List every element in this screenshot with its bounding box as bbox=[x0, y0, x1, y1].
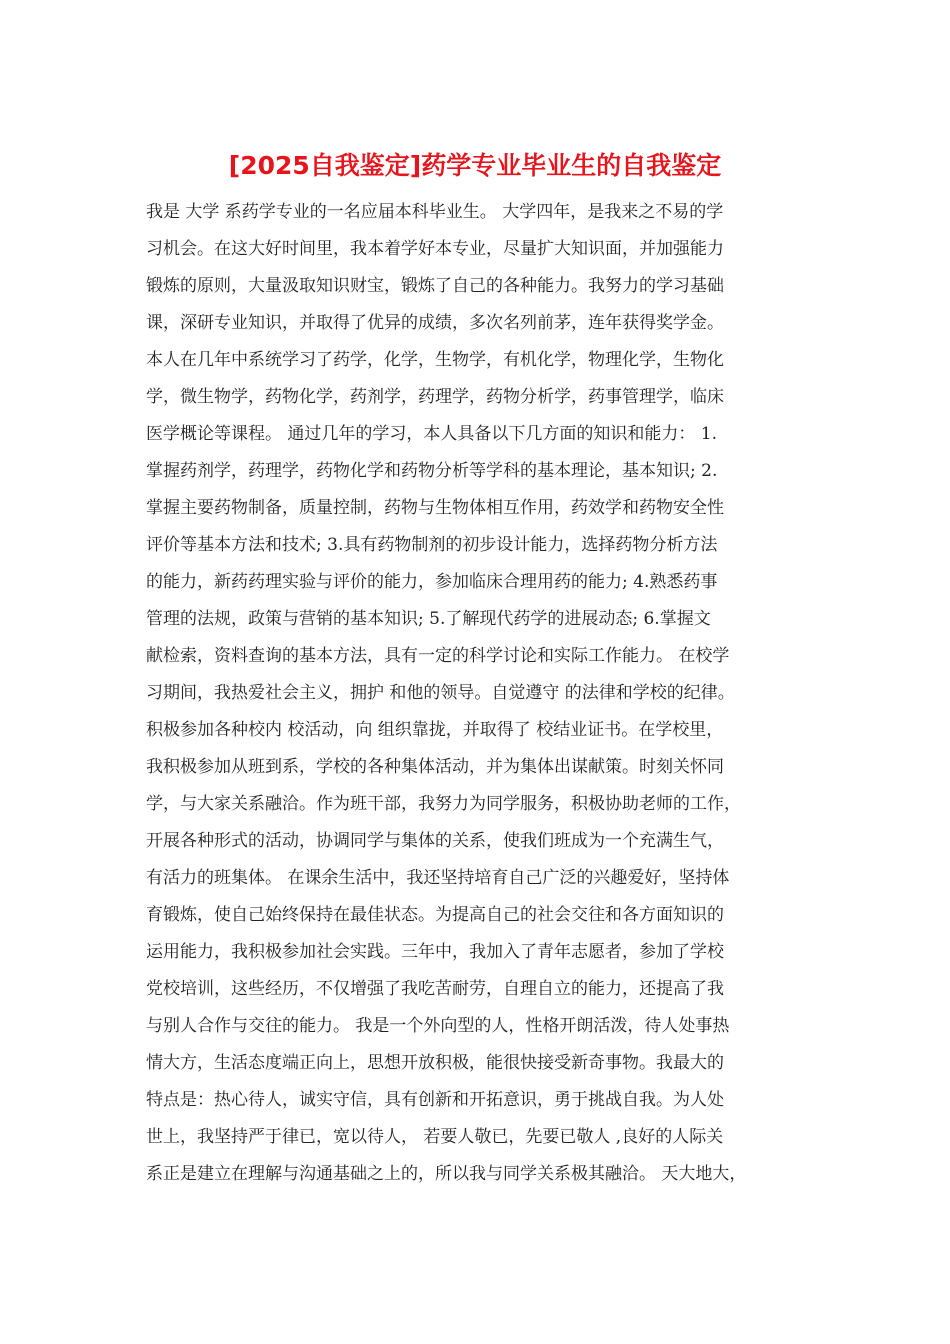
body-line: 管理的法规，政策与营销的基本知识; 5.了解现代药学的进展动态; 6.掌握文 bbox=[146, 609, 711, 629]
body-line: 系正是建立在理解与沟通基础之上的，所以我与同学关系极其融洽。 天大地大， bbox=[146, 1164, 747, 1184]
body-line: 掌握主要药物制备，质量控制，药物与生物体相互作用，药效学和药物安全性 bbox=[146, 498, 724, 518]
body-line: 习期间，我热爱社会主义，拥护 和他的领导。自觉遵守 的法律和学校的纪律。 bbox=[146, 683, 735, 703]
body-line: 情大方，生活态度端正向上，思想开放积极，能很快接受新奇事物。我最大的 bbox=[146, 1053, 724, 1073]
body-line: 学，微生物学，药物化学，药剂学，药理学，药物分析学，药事管理学，临床 bbox=[146, 387, 724, 407]
body-line: 掌握药剂学，药理学，药物化学和药物分析等学科的基本理论，基本知识; 2. bbox=[146, 461, 718, 481]
body-line: 与别人合作与交往的能力。 我是一个外向型的人，性格开朗活泼，待人处事热 bbox=[146, 1016, 730, 1036]
body-line: 党校培训，这些经历，不仅增强了我吃苦耐劳，自理自立的能力，还提高了我 bbox=[146, 979, 724, 999]
body-line: 世上，我坚持严于律已，宽以待人， 若要人敬已，先要已敬人 ,良好的人际关 bbox=[146, 1127, 724, 1147]
document-body bbox=[146, 194, 826, 1193]
body-line: 开展各种形式的活动，协调同学与集体的关系，使我们班成为一个充满生气， bbox=[146, 831, 724, 851]
document-title: [2025自我鉴定]药学专业毕业生的自我鉴定 bbox=[228, 151, 722, 180]
body-line: 医学概论等课程。 通过几年的学习，本人具备以下几方面的知识和能力： 1. bbox=[146, 424, 718, 444]
body-line: 特点是：热心待人，诚实守信，具有创新和开拓意识，勇于挑战自我。为人处 bbox=[146, 1090, 724, 1110]
body-line: 课，深研专业知识，并取得了优异的成绩，多次名列前茅，连年获得奖学金。 bbox=[146, 313, 724, 333]
body-line: 有活力的班集体。 在课余生活中，我还坚持培育自己广泛的兴趣爱好，坚持体 bbox=[146, 868, 730, 888]
body-line: 我积极参加从班到系，学校的各种集体活动，并为集体出谋献策。时刻关怀同 bbox=[146, 757, 724, 777]
body-line: 习机会。在这大好时间里，我本着学好本专业，尽量扩大知识面，并加强能力 bbox=[146, 239, 724, 259]
body-line: 献检索，资料查询的基本方法，具有一定的科学讨论和实际工作能力。 在校学 bbox=[146, 646, 730, 666]
body-line: 的能力，新药药理实验与评价的能力，参加临床合理用药的能力; 4.熟悉药事 bbox=[146, 572, 718, 592]
body-line: 运用能力，我积极参加社会实践。三年中，我加入了青年志愿者，参加了学校 bbox=[146, 942, 724, 962]
body-line: 本人在几年中系统学习了药学，化学，生物学，有机化学，物理化学，生物化 bbox=[146, 350, 724, 370]
body-line: 评价等基本方法和技术; 3.具有药物制剂的初步设计能力，选择药物分析方法 bbox=[146, 535, 718, 555]
body-line: 我是 大学 系药学专业的一名应届本科毕业生。 大学四年，是我来之不易的学 bbox=[146, 202, 724, 222]
body-line: 积极参加各种校内 校活动，向 组织靠拢，并取得了 校结业证书。在学校里， bbox=[146, 720, 724, 740]
body-line: 育锻炼，使自己始终保持在最佳状态。为提高自己的社会交往和各方面知识的 bbox=[146, 905, 724, 925]
body-line: 学，与大家关系融洽。作为班干部，我努力为同学服务，积极协助老师的工作， bbox=[146, 794, 741, 814]
body-line: 锻炼的原则，大量汲取知识财宝，锻炼了自己的各种能力。我努力的学习基础 bbox=[146, 276, 724, 296]
